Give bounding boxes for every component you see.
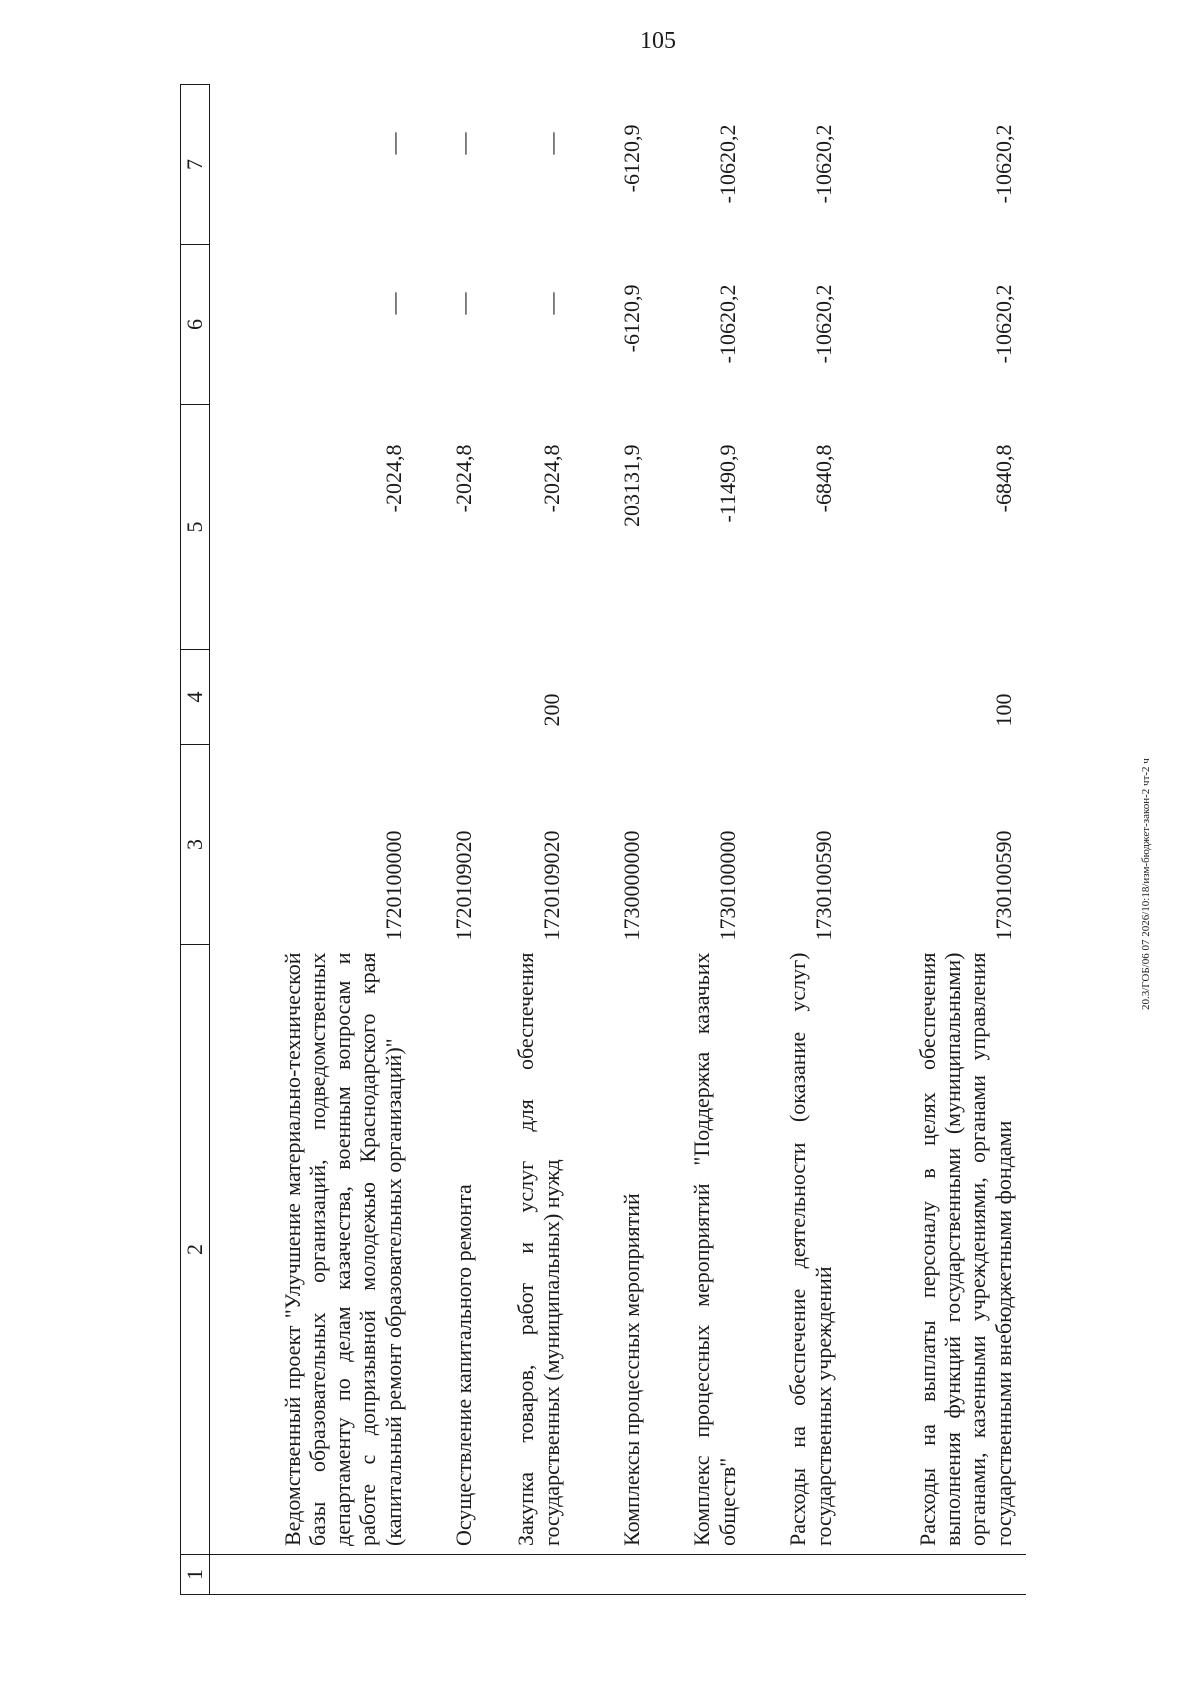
document-footer-code: 20.3/ГОБ/06 07 2026/10:18/изм-бюджет-закон-2 чт-2 ч [1140,758,1152,1010]
table-row [416,85,486,1595]
column-header: 2 [181,945,210,1555]
row-amount-col6: — [450,292,476,315]
row-target-code: 1730100000 [714,830,740,941]
row-amount-col5: -6840,8 [810,444,836,513]
column-header: 7 [181,85,210,245]
row-expense-type [416,650,486,745]
row-name: Комплексы процессных мероприятий [618,1193,644,1546]
row-amount-col7: — [380,132,406,155]
column-header: 1 [181,1555,210,1595]
table-row [210,85,417,1595]
row-expense-type [654,650,750,745]
table-row [486,85,574,1595]
row-amount-col6: — [538,292,564,315]
budget-table-container [180,85,1180,1595]
row-amount-col6: -6120,9 [618,284,644,353]
row-target-code: 1730000000 [618,830,644,941]
row-name: Расходы на обеспечение деятельности (оказание услуг) государственных учреждений [785,952,836,1546]
row-amount-col7: -10620,2 [990,124,1016,204]
row-expense-type [750,650,846,745]
row-expense-type [574,650,654,745]
row-name: Закупка товаров, работ и услуг для обеспечения государственных (муниципальных) нужд [513,952,564,1546]
column-header: 3 [181,745,210,945]
row-name: Ведомственный проект "Улучшение материально-технической базы образовательных организаций, подведомственных департаменту по делам казачества, военным вопросам и работе с допризывной молодежью Краснодарского края (капитальный ремонт образовательных организаций)" [279,952,406,1546]
table-row [574,85,654,1595]
row-expense-type [210,650,417,745]
row-amount-col5: -11490,9 [714,444,740,523]
page-number: 105 [640,28,676,54]
row-amount-col6: -10620,2 [810,284,836,364]
row-amount-col5: -2024,8 [380,444,406,513]
row-name: Комплекс процессных мероприятий "Поддержка казачьих обществ" [689,952,740,1546]
row-target-code: 1720109020 [450,830,476,941]
row-target-code: 1720100000 [380,830,406,941]
table-header-row [181,85,210,1595]
table-row [846,85,1026,1595]
row-amount-col7: — [538,132,564,155]
row-expense-type: 100 [990,693,1016,727]
budget-table [180,84,1026,1595]
row-target-code: 1720109020 [538,830,564,941]
column-header: 6 [181,245,210,405]
column-header: 4 [181,650,210,745]
row-target-code: 1730100590 [810,830,836,941]
row-amount-col5: -2024,8 [538,444,564,513]
row-name: Осуществление капитального ремонта [450,1184,476,1546]
row-amount-col5: 203131,9 [618,444,644,527]
column-header: 5 [181,405,210,650]
row-amount-col7: -10620,2 [810,124,836,204]
row-amount-col7: -6120,9 [618,124,644,193]
row-amount-col6: -10620,2 [714,284,740,364]
row-expense-type: 200 [538,693,564,727]
row-amount-col6: — [380,292,406,315]
row-amount-col5: -6840,8 [990,444,1016,513]
table-row [750,85,846,1595]
row-name: Расходы на выплаты персоналу в целях обеспечения выполнения функций государственными (муниципальными) органами, казенными учреждениями, органами управления государственными внебюджетными фондами [914,952,1016,1546]
row-target-code: 1730100590 [990,830,1016,941]
row-amount-col5: -2024,8 [450,444,476,513]
row-amount-col7: — [450,132,476,155]
table-row [654,85,750,1595]
row-amount-col6: -10620,2 [990,284,1016,364]
row-amount-col7: -10620,2 [714,124,740,204]
